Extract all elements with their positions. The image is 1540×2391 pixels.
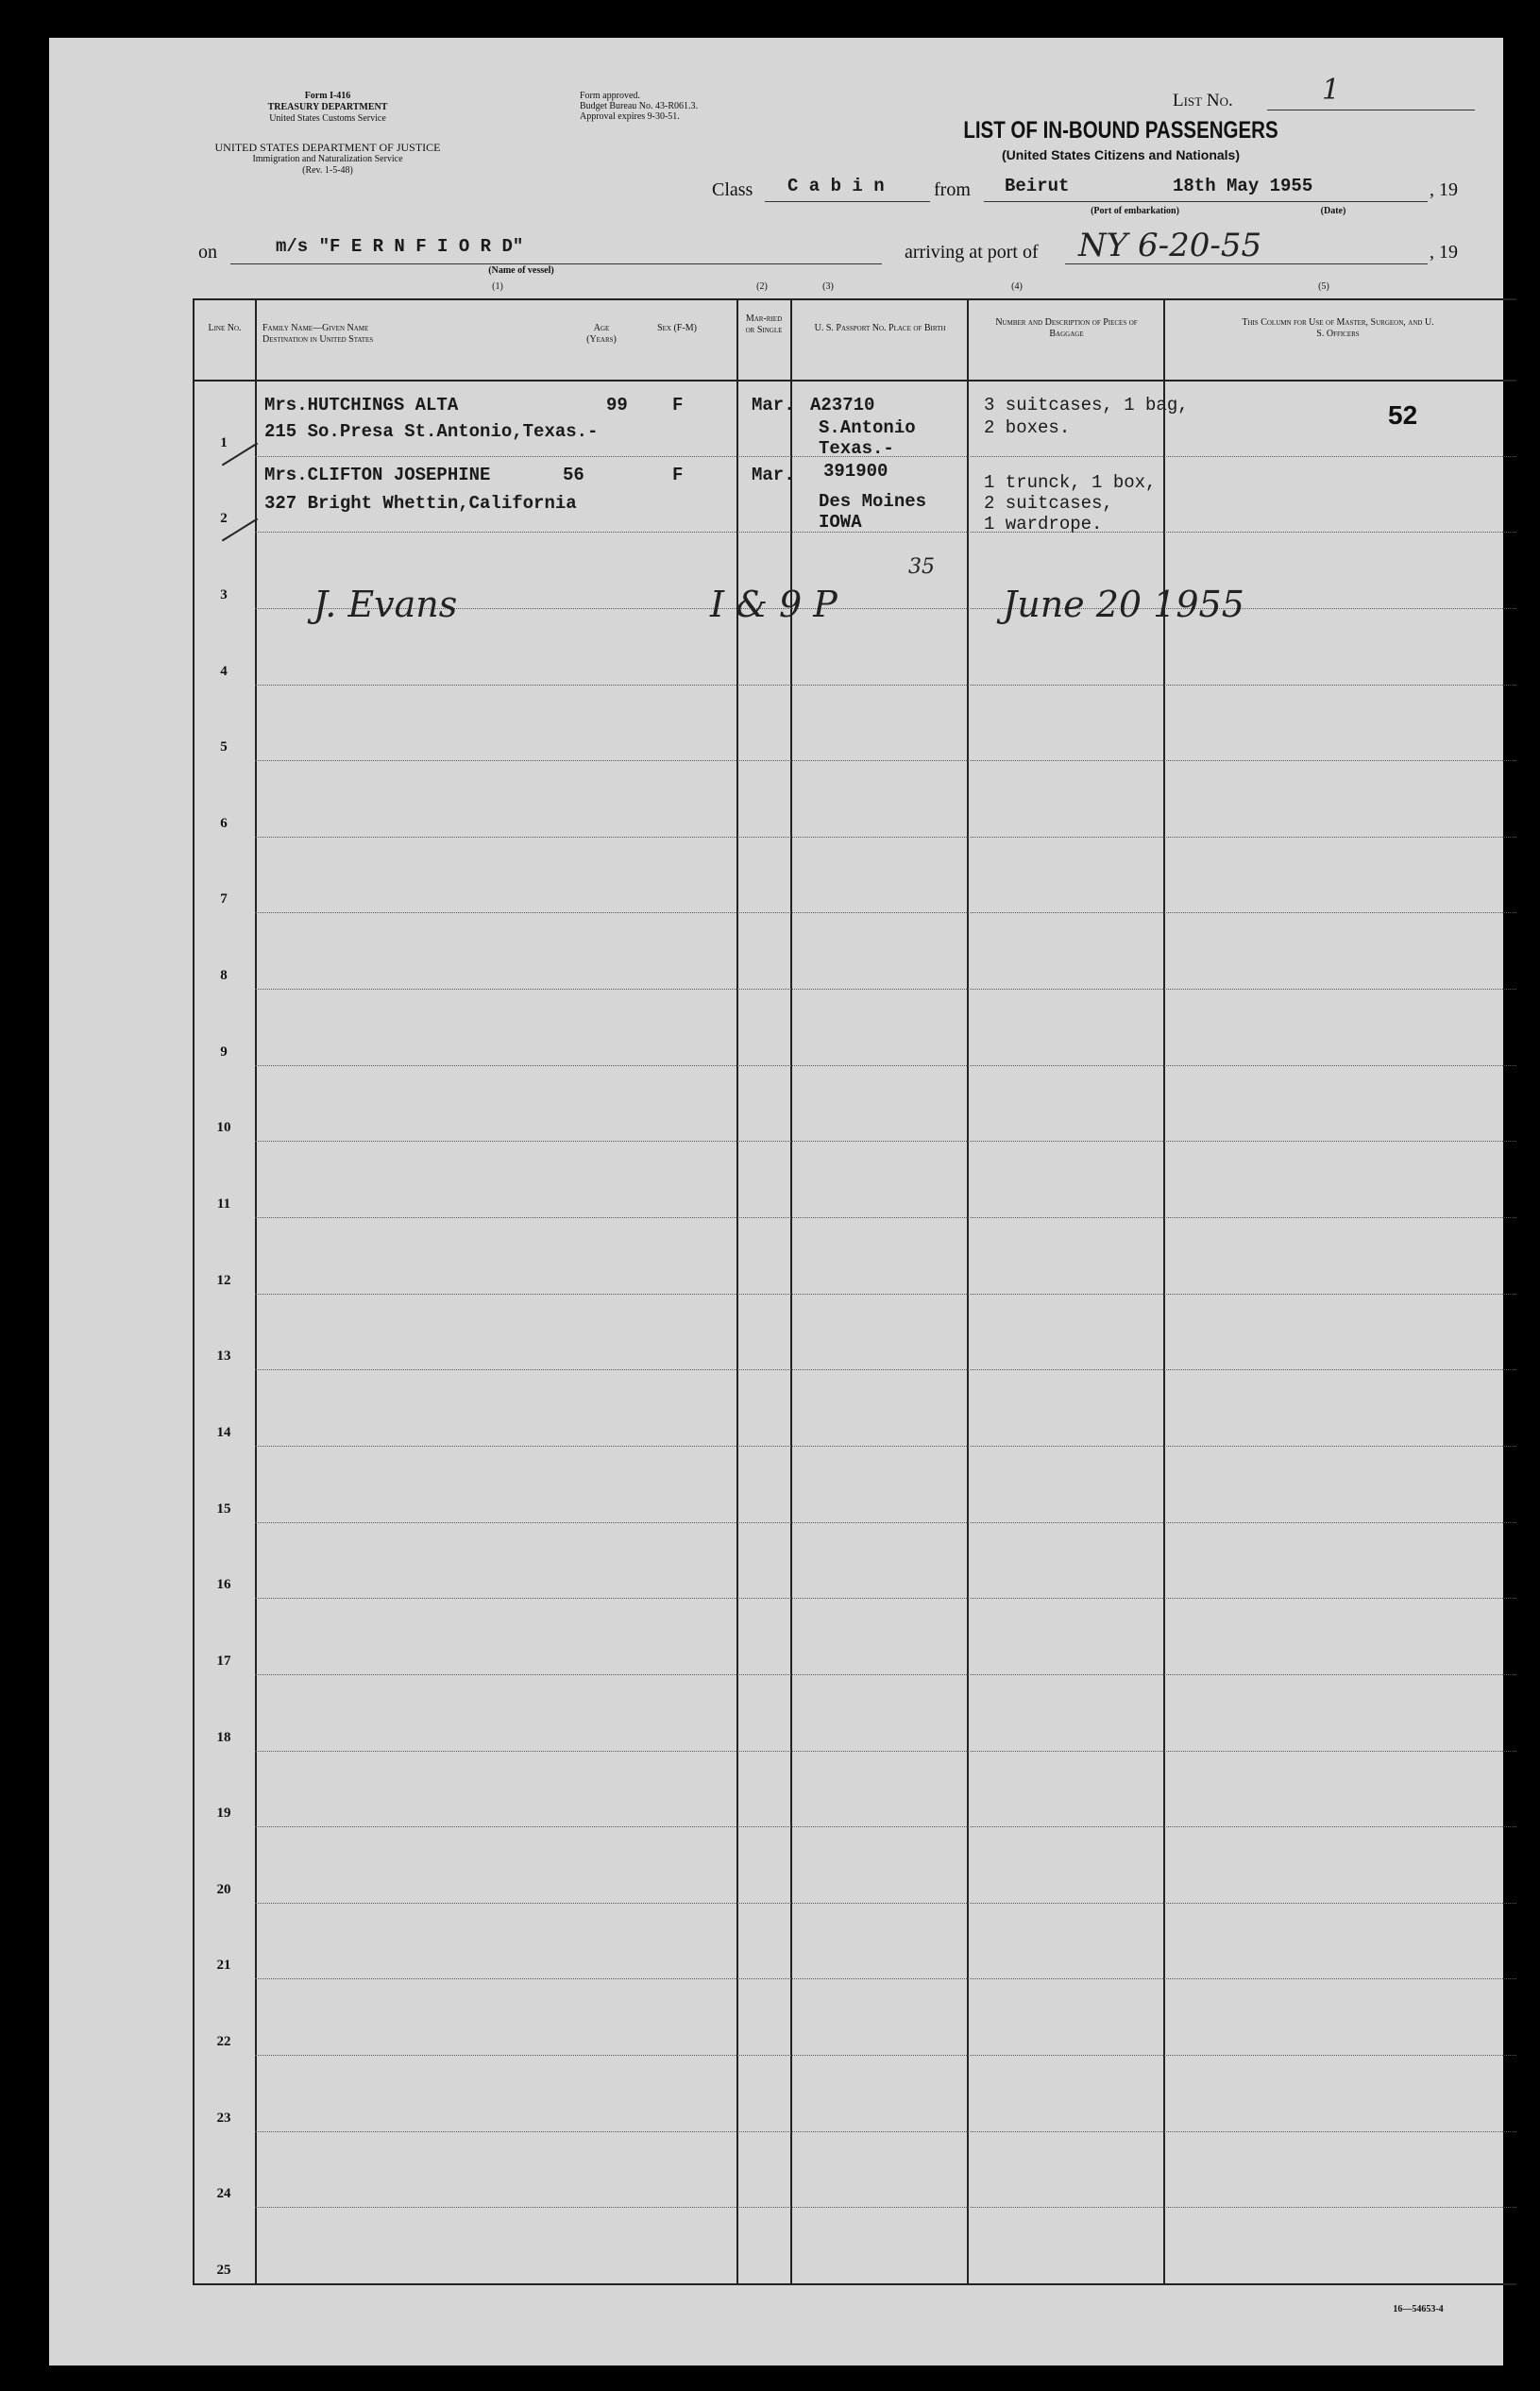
passenger-birthplace: Des Moines — [819, 491, 927, 512]
row-divider — [255, 1522, 1516, 1524]
line-number: 23 — [216, 2111, 231, 2126]
date-value: 18th May 1955 — [1173, 176, 1313, 196]
ins-label: Immigration and Naturalization Service — [252, 154, 403, 164]
line-number: 5 — [220, 739, 228, 755]
row-divider — [255, 837, 1516, 839]
passenger-passport: A23710 — [810, 395, 875, 415]
column-divider — [255, 298, 257, 2285]
vessel-line — [230, 263, 882, 264]
line-number: 20 — [216, 1882, 231, 1897]
header-sex: Sex (F-M) — [657, 323, 697, 333]
passenger-birthplace: IOWA — [819, 512, 862, 533]
passenger-sex: F — [672, 465, 684, 485]
row-divider — [255, 760, 1516, 762]
row-divider — [255, 1369, 1516, 1371]
inspector-signature: J. Evans — [313, 584, 458, 625]
row-divider — [255, 685, 1516, 687]
line-number: 19 — [216, 1806, 231, 1821]
passenger-sex: F — [672, 395, 684, 415]
passenger-passport: 391900 — [823, 461, 888, 482]
table-top-border — [193, 298, 1516, 300]
passenger-baggage: 3 suitcases, 1 bag, — [984, 395, 1189, 415]
column-number: (5) — [1318, 281, 1329, 292]
row-divider — [255, 532, 1516, 534]
line-number: 16 — [216, 1577, 231, 1592]
header-married: Mar-ried or Single — [745, 314, 783, 335]
line-number: 7 — [220, 891, 228, 907]
line-number: 24 — [216, 2186, 231, 2201]
header-destination: Destination in United States — [262, 334, 374, 345]
row-divider — [255, 1903, 1516, 1905]
passenger-birthplace: Texas.- — [819, 438, 894, 459]
column-number: (4) — [1011, 281, 1023, 292]
row-divider — [255, 1978, 1516, 1980]
port-value: Beirut — [1005, 176, 1070, 196]
form-number: Form I-416 — [304, 91, 351, 101]
passenger-married: Mar. — [752, 465, 795, 485]
service-label: United States Customs Service — [269, 113, 386, 124]
list-no-value: 1 — [1322, 74, 1341, 107]
line-number: 21 — [216, 1958, 231, 1973]
passenger-name: Mrs.HUTCHINGS ALTA — [264, 395, 459, 415]
row-divider — [255, 989, 1516, 991]
inspector-initials: I & 9 P — [710, 584, 838, 625]
row-divider — [255, 2055, 1516, 2057]
row-divider — [255, 1217, 1516, 1219]
header-officers: This Column for Use of Master, Surgeon, and U. S. Officers — [1242, 317, 1434, 339]
passenger-age: 99 — [606, 395, 628, 415]
passenger-baggage: 1 wardrope. — [984, 514, 1103, 534]
row-divider — [255, 1065, 1516, 1067]
approval-line: Budget Bureau No. 43-R061.3. — [580, 101, 698, 111]
passenger-destination: 215 So.Presa St.Antonio,Texas.- — [264, 421, 599, 442]
line-number: 10 — [216, 1120, 231, 1135]
line-number: 6 — [220, 816, 228, 831]
list-no-label: List No. — [1173, 91, 1233, 110]
line-number: 18 — [216, 1730, 231, 1745]
header-baggage: Number and Description of Pieces of Baggage — [995, 317, 1138, 339]
approval-line: Approval expires 9-30-51. — [580, 111, 680, 122]
passenger-baggage: 2 suitcases, — [984, 493, 1113, 514]
row-divider — [255, 1294, 1516, 1296]
port-line — [984, 201, 1428, 202]
doj-label: UNITED STATES DEPARTMENT OF JUSTICE — [214, 141, 441, 154]
footer-code: 16—54653-4 — [1393, 2304, 1444, 2315]
line-number: 15 — [216, 1501, 231, 1517]
row-divider — [255, 1826, 1516, 1828]
vessel-value: m/s "F E R N F I O R D" — [276, 236, 524, 257]
line-number: 14 — [216, 1425, 231, 1440]
table-left-border — [193, 298, 195, 2285]
row-divider — [255, 1446, 1516, 1448]
column-divider — [967, 298, 969, 2285]
line-number: 9 — [220, 1044, 228, 1060]
line-number: 3 — [220, 587, 228, 602]
column-number: (1) — [492, 281, 503, 292]
line-number: 11 — [216, 1196, 231, 1212]
row-divider — [255, 2207, 1516, 2209]
line-number: 4 — [220, 664, 228, 679]
line-number: 25 — [216, 2263, 231, 2278]
class-label: Class — [712, 179, 753, 200]
row-divider — [255, 1674, 1516, 1676]
arriving-label: arriving at port of — [905, 242, 1039, 263]
line-number: 13 — [216, 1348, 231, 1364]
inspector-superscript: 35 — [908, 555, 935, 579]
inspection-date: June 20 1955 — [1003, 584, 1244, 625]
passenger-baggage: 2 boxes. — [984, 417, 1071, 438]
header-name: Family Name—Given Name — [262, 323, 369, 333]
row-divider — [255, 1598, 1516, 1600]
year-label-2: , 19 — [1430, 242, 1458, 263]
page-title: LIST OF IN-BOUND PASSENGERS — [963, 117, 1278, 144]
passenger-name: Mrs.CLIFTON JOSEPHINE — [264, 465, 491, 485]
line-number: 17 — [216, 1653, 231, 1669]
approval-line: Form approved. — [580, 91, 640, 101]
passenger-birthplace: S.Antonio — [819, 417, 916, 438]
table-header-border — [193, 380, 1516, 382]
department-label: TREASURY DEPARTMENT — [267, 102, 388, 112]
passenger-destination: 327 Bright Whettin,California — [264, 493, 577, 514]
header-age: Age (Years) — [586, 323, 617, 345]
table-bottom-border — [193, 2283, 1516, 2285]
column-number: (2) — [756, 281, 768, 292]
passenger-married: Mar. — [752, 395, 795, 415]
passenger-baggage: 1 trunck, 1 box, — [984, 472, 1157, 493]
line-number: 1 — [220, 435, 228, 450]
page-subtitle: (United States Citizens and Nationals) — [1001, 147, 1241, 162]
line-number: 22 — [216, 2034, 231, 2049]
header-passport: U. S. Passport No. Place of Birth — [814, 323, 946, 333]
from-label: from — [934, 179, 971, 200]
arriving-value: NY 6-20-55 — [1078, 227, 1262, 264]
row-divider — [255, 2131, 1516, 2133]
line-number: 12 — [216, 1273, 231, 1288]
passenger-age: 56 — [563, 465, 584, 485]
vessel-caption: (Name of vessel) — [488, 265, 554, 276]
header-line-no: Line No. — [208, 323, 242, 333]
date-caption: (Date) — [1320, 206, 1346, 216]
class-line — [765, 201, 930, 202]
column-number: (3) — [822, 281, 834, 292]
line-number: 2 — [220, 511, 228, 526]
port-caption: (Port of embarkation) — [1091, 206, 1179, 216]
row-divider — [255, 912, 1516, 914]
line-number: 8 — [220, 968, 228, 983]
year-label: , 19 — [1430, 179, 1458, 200]
form-page — [49, 38, 1503, 2366]
on-label: on — [198, 242, 217, 263]
row-divider — [255, 1141, 1516, 1143]
officer-note: 52 — [1388, 400, 1418, 430]
class-value: C a b i n — [787, 176, 885, 196]
revision-label: (Rev. 1-5-48) — [302, 165, 353, 176]
row-divider — [255, 1751, 1516, 1753]
